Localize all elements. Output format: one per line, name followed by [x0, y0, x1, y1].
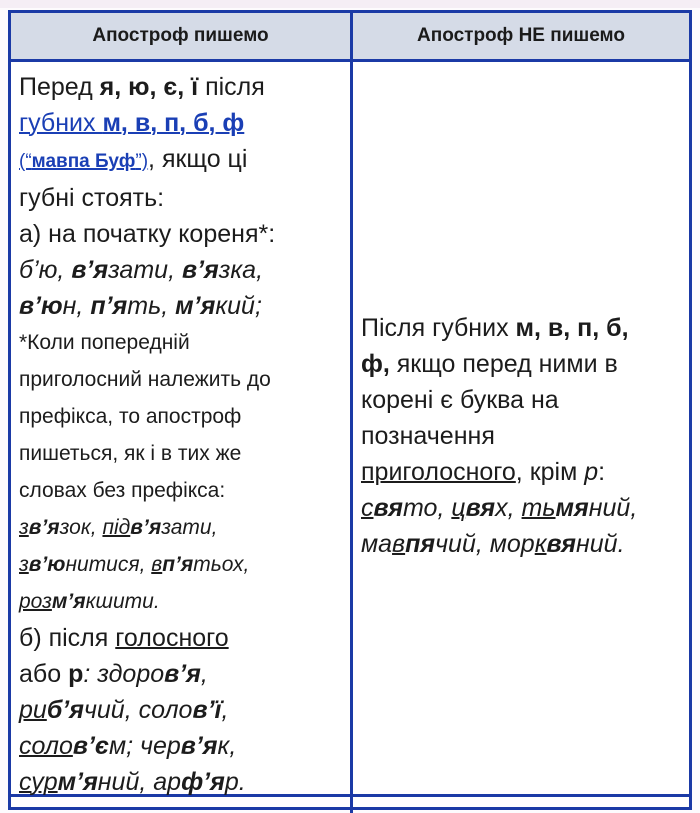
rule-line: приголосного, крім р: — [361, 458, 606, 486]
example-line: свято, цвях, тьмяний, — [361, 494, 638, 522]
cell-write-apostrophe-rules — [19, 69, 349, 800]
top-status-strip — [0, 0, 700, 8]
rule-line: Перед я, ю, є, ї після — [19, 73, 265, 101]
footnote-example-line: зв’юнитися, вп’ятьох, — [19, 553, 250, 576]
footnote-example-line: розм’якшити. — [19, 590, 160, 613]
example-line: мавпячий, морквяний. — [361, 530, 625, 558]
column-divider — [350, 13, 353, 813]
prefix-footnote: *Коли попередній приголосний належить до префікса, то апостроф пишеться, як і в тих же словах без префікса: зв’язок, підв’язати, зв’юнитися, вп’ятьох, розм’якшити. — [19, 324, 349, 620]
example-line: солов’єм; черв’як, — [19, 732, 237, 760]
rule-b-heading: б) після голосного — [19, 624, 229, 652]
cell-no-apostrophe-rules — [361, 310, 686, 562]
example-line: сурм’яний, арф’яр. — [19, 768, 246, 796]
mnemonic-line: (“мавпа Буф”), якщо ці — [19, 145, 248, 173]
rule-line: позначення — [361, 422, 495, 450]
rule-a-heading: а) на початку кореня*: — [19, 220, 276, 248]
example-line: в’юн, п’ять, м’який; — [19, 292, 262, 320]
footnote-example-line: зв’язок, підв’язати, — [19, 516, 218, 539]
rule-line: губні стоять: — [19, 184, 165, 212]
example-line: або р: здоров’я, — [19, 660, 208, 688]
apostrophe-rules-table — [8, 10, 692, 810]
example-line: б’ю, в’язати, в’язка, — [19, 256, 264, 284]
rule-line: Після губних м, в, п, б, — [361, 314, 629, 342]
labial-consonants-link[interactable]: губних м, в, п, б, ф — [19, 109, 245, 137]
header-write-apostrophe: Апостроф пишемо — [92, 25, 269, 46]
header-no-apostrophe: Апостроф НЕ пишемо — [417, 25, 625, 46]
labial-link-line — [19, 105, 349, 141]
mnemonic-link[interactable]: (“мавпа Буф”) — [19, 151, 149, 172]
rule-line: корені є буква на — [361, 386, 559, 414]
rule-line: ф, якщо перед ними в — [361, 350, 618, 378]
example-line: риб’ячий, солов’ї, — [19, 696, 229, 724]
